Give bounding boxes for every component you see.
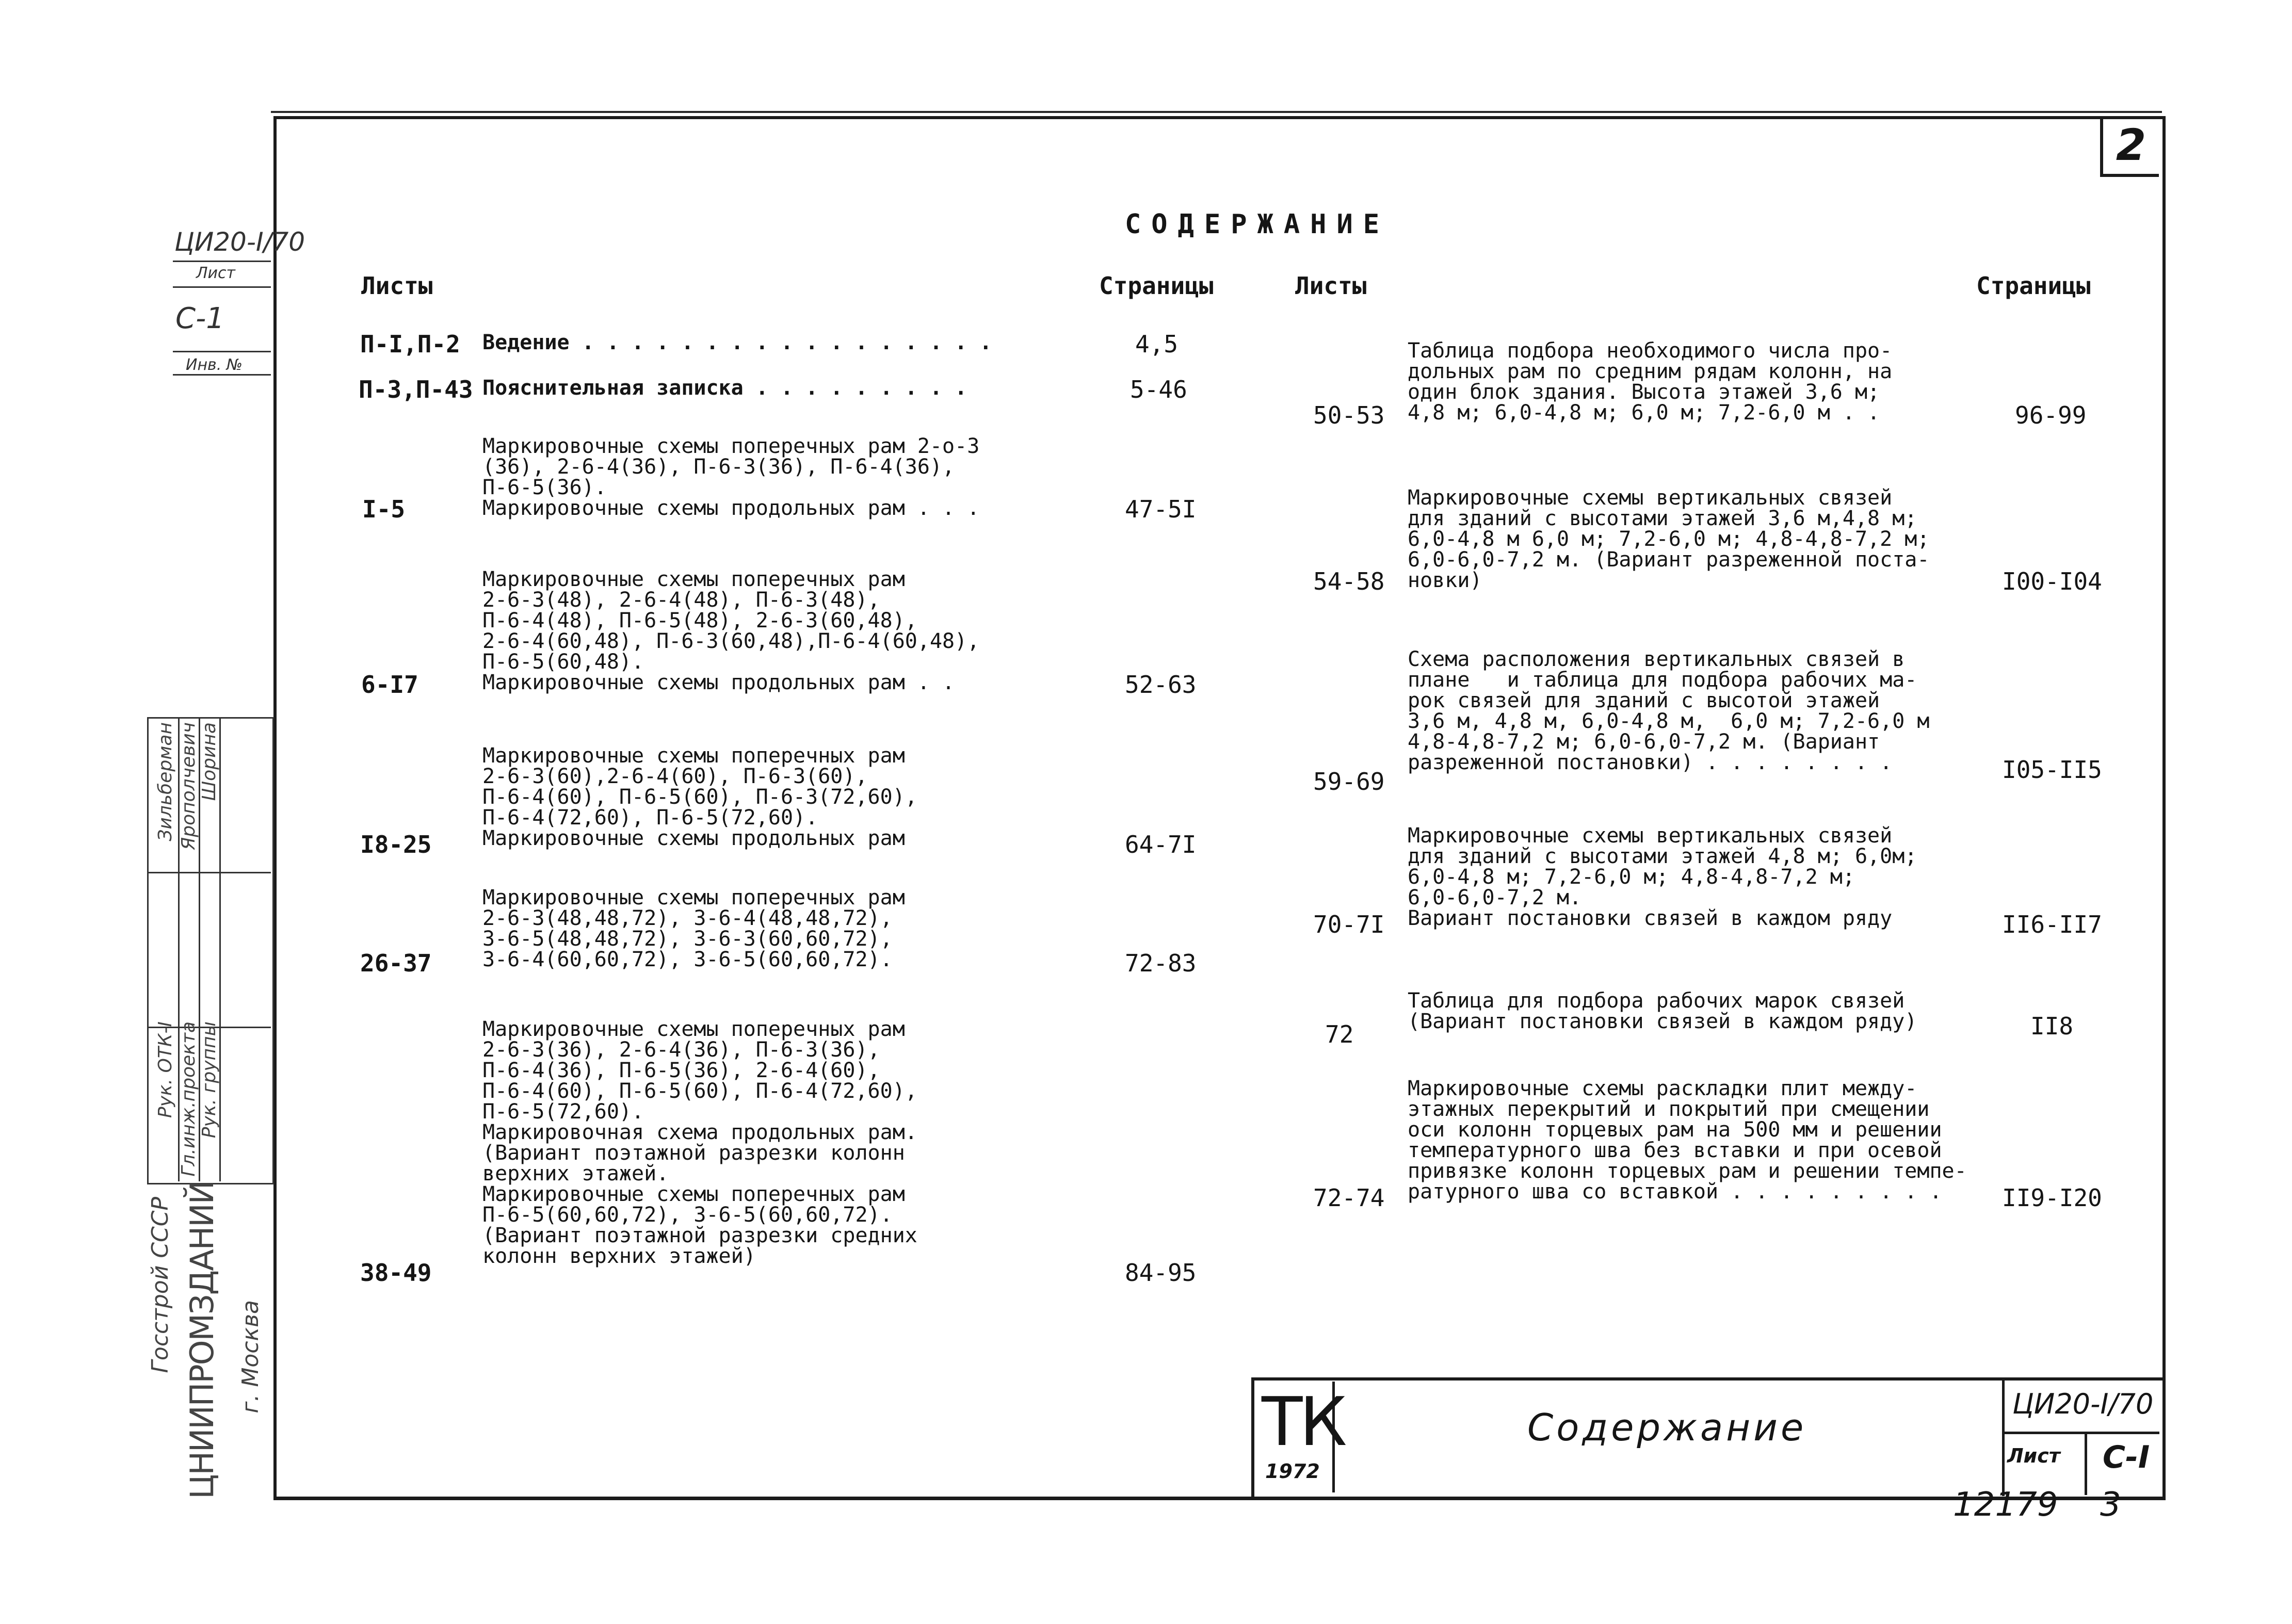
margin-code: ЦИ20-I/70 <box>174 227 305 257</box>
title-block-list-label: Лист <box>2007 1444 2060 1467</box>
org-gosstroy: Госстрой СССР <box>147 1197 173 1373</box>
left-row-pages: 4,5 <box>1135 330 1179 358</box>
left-row-text: Пояснительная записка . . . . . . . . . <box>482 376 967 400</box>
right-header-sheets: Листы <box>1295 272 1367 300</box>
right-row-pages: I00-I04 <box>2002 567 2102 595</box>
right-row-code: 59-69 <box>1313 768 1385 795</box>
org-city: г. Москва <box>237 1300 264 1414</box>
right-row-text: Таблица для подбора рабочих марок связей (Вариант постановки связей в каждом ряду) <box>1408 989 1917 1033</box>
frame-top-line <box>271 111 2162 113</box>
right-row-code: 50-53 <box>1313 401 1385 429</box>
right-row-text: Маркировочные схемы раскладки плит между- этажных перекрытий и покрытий при смещении оси колонн торцевых рам на 500 мм и решении температурного шва без вставки и при осевой привязке колонн торцевых рам и решении темпе- ратурного шва со вставкой . . . . . . . . . <box>1408 1077 1967 1204</box>
left-row-text: Маркировочные схемы поперечных рам 2-6-3(36), 2-6-4(36), П-6-3(36), П-6-4(36), П-6-5(36), 2-6-4(60), П-6-4(60), П-6-5(60), П-6-4(72,60), П-6-5(72,60). Маркировочная схема продольных рам. (Вариант поэтажной разрезки колонн верхних этажей. Маркировочные схемы поперечных рам П-6-5(60,60,72), 3-6-5(60,60,72). (Вариант поэтажной разрезки средних колонн верхних этажей) <box>482 1017 917 1268</box>
right-row-code: 54-58 <box>1313 567 1385 595</box>
name-1: Зильберман <box>155 722 176 841</box>
margin-list-label: Лист <box>196 264 236 282</box>
right-header-pages: Страницы <box>1976 272 2091 300</box>
left-row-code: 26-37 <box>360 949 432 977</box>
left-row-code: I-5 <box>362 495 406 523</box>
right-row-text: Таблица подбора необходимого числа про- дольных рам по средним рядам колонн, на один блок здания. Высота этажей 3,6 м; 4,8 м; 6,0-4,8 м; 6,0 м; 7,2-6,0 м . . <box>1408 339 1893 425</box>
left-row-pages: 72-83 <box>1125 949 1197 977</box>
left-row-code: 38-49 <box>360 1259 432 1287</box>
right-row-text: Маркировочные схемы вертикальных связей для зданий с высотами этажей 4,8 м; 6,0м; 6,0-4,8 м; 7,2-6,0 м; 4,8-4,8-7,2 м; 6,0-6,0-7,2 м. Вариант постановки связей в каждом ряду <box>1408 824 1917 930</box>
right-row-pages: 96-99 <box>2015 401 2087 429</box>
left-row-text: Маркировочные схемы поперечных рам 2-6-3(60),2-6-4(60), П-6-3(60), П-6-4(60), П-6-5(60), П-6-3(72,60), П-6-4(72,60), П-6-5(72,60). Маркировочные схемы продольных рам <box>482 744 917 850</box>
margin-divider <box>173 374 271 376</box>
name-3: Шорина <box>199 722 220 801</box>
right-row-code: 72-74 <box>1313 1184 1385 1212</box>
org-institute: ЦНИИПРОМЗДАНИЙ <box>183 1181 221 1499</box>
margin-sheet: С-1 <box>175 302 224 335</box>
right-row-pages: I05-II5 <box>2002 756 2102 784</box>
left-row-text: Маркировочные схемы поперечных рам 2-6-3(48,48,72), 3-6-4(48,48,72), 3-6-5(48,48,72), 3-6-3(60,60,72), 3-6-4(60,60,72), 3-6-5(60,60,72). <box>482 886 905 971</box>
tk-mark: ТК <box>1262 1383 1344 1461</box>
page-title: СОДЕРЖАНИЕ <box>1125 209 1390 240</box>
right-row-code: 72 <box>1325 1020 1354 1048</box>
left-row-code: I8-25 <box>360 831 432 858</box>
left-row-pages: 5-46 <box>1130 376 1187 403</box>
right-row-text: Схема расположения вертикальных связей в плане и таблица для подбора рабочих ма- рок связей для зданий с высотой этажей 3,6 м, 4,8 м, 6,0-4,8 м, 6,0 м; 7,2-6,0 м 4,8-4,8-7,2 м; 6,0-6,0-7,2 м. (Вариант разреженной постановки) . . . . . . . . <box>1408 647 1930 774</box>
left-row-text: Маркировочные схемы поперечных рам 2-о-3 (36), 2-6-4(36), П-6-3(36), П-6-4(36), П-6-5(36). Маркировочные схемы продольных рам . . . <box>482 434 980 520</box>
name-2: Ярополчевич <box>178 722 199 850</box>
tk-year: 1972 <box>1265 1460 1320 1483</box>
left-header-sheets: Листы <box>361 272 433 300</box>
copy-number: 3 <box>2100 1486 2121 1524</box>
title-block-sheet: С-I <box>2103 1439 2150 1475</box>
right-row-pages: II8 <box>2030 1012 2074 1040</box>
left-row-code: П-3,П-43 <box>359 376 473 403</box>
left-header-pages: Страницы <box>1099 272 1214 300</box>
title-block-divider <box>2005 1432 2159 1434</box>
role-3: Рук. группы <box>199 1021 220 1139</box>
right-row-text: Маркировочные схемы вертикальных связей для зданий с высотами этажей 3,6 м,4,8 м; 6,0-4,8 м 6,0 м; 7,2-6,0 м; 4,8-4,8-7,2 м; 6,0-6,0-7,2 м. (Вариант разреженной поста- новки) <box>1408 486 1930 592</box>
sheet-number: 2 <box>2100 116 2159 177</box>
margin-inv-label: Инв. № <box>186 356 243 374</box>
stamp-row-line <box>147 872 271 873</box>
role-2: Гл.инж.проекта <box>178 1021 199 1177</box>
right-row-pages: II6-II7 <box>2002 911 2102 938</box>
left-row-code: 6-I7 <box>361 671 418 699</box>
right-row-pages: II9-I20 <box>2002 1184 2102 1212</box>
margin-divider <box>173 286 271 288</box>
margin-divider <box>173 351 271 352</box>
left-row-pages: 47-5I <box>1125 495 1197 523</box>
left-row-text: Маркировочные схемы поперечных рам 2-6-3(48), 2-6-4(48), П-6-3(48), П-6-4(48), П-6-5(48), 2-6-3(60,48), 2-6-4(60,48), П-6-3(60,48),П-6-4(60,48), П-6-5(60,48). Маркировочные схемы продольных рам . . <box>482 567 980 694</box>
left-row-code: П-I,П-2 <box>360 330 460 358</box>
margin-divider <box>173 261 271 262</box>
title-block-code: ЦИ20-I/70 <box>2012 1388 2154 1420</box>
right-row-code: 70-7I <box>1313 911 1385 938</box>
left-row-pages: 84-95 <box>1125 1259 1197 1287</box>
archive-number: 12179 <box>1953 1486 2058 1524</box>
left-row-text: Ведение . . . . . . . . . . . . . . . . . <box>482 331 992 354</box>
title-block-name: Содержание <box>1527 1406 1807 1449</box>
left-row-pages: 52-63 <box>1125 671 1197 699</box>
title-block-divider <box>2085 1434 2087 1495</box>
left-row-pages: 64-7I <box>1125 831 1197 858</box>
role-1: Рук. ОТК-I <box>155 1021 176 1118</box>
